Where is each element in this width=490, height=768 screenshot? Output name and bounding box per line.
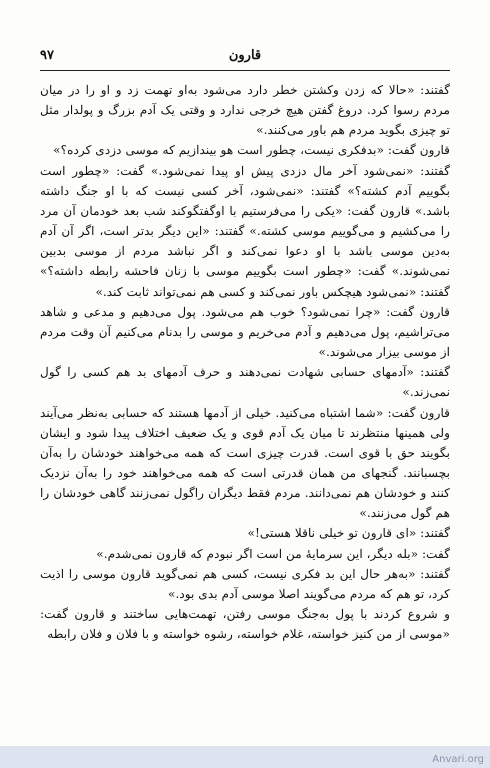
paragraph: و شروع کردند با پول به‌جنگ موسی رفتن، تهمت‌هایی ساختند و قارون گفت: «موسی از من کنیز خواسته، غلام خواسته، رشوه خواسته و با فلان و فلان رابطه bbox=[40, 607, 450, 642]
paragraph: قارون گفت: «چرا نمی‌شود؟ خوب هم می‌شود. پول می‌دهیم و مدعی و شاهد می‌تراشیم، پول می‌دهیم و آدم می‌خریم و موسی را بدنام می‌کنیم آن وقت مردم از موسی بیزار می‌شوند.» bbox=[40, 304, 450, 360]
paragraph: گفتند: «به‌هر حال این بد فکری نیست، کسی هم نمی‌گوید قارون موسی را اذیت کرد، تو هم که مردم می‌گویند اصلا موسی آدم بدی بود.» bbox=[40, 566, 450, 601]
paragraph: گفتند: «نمی‌شود آخر مال دزدی پیش او پیدا نمی‌شود.» گفت: «چطور است بگوییم آدم کشته؟» گفتند: «نمی‌شود، آخر کسی نیست که با او جنگ داشته باشد.» قارون گفت: «یکی را می‌فرستیم با اوگفتگوکند شب بعد خودمان آن مرد را می‌کشیم و می‌گوییم موسی کشته.» گفتند: «این دیگر بدتر است، اگر آن آدم به‌دین موسی باشد با او دعوا نمی‌کند و اگر نباشد مردم از موسی بدبین نمی‌شوند.» گفت: «چطور است بگوییم موسی با زنان فاحشه رابطه داشته؟» گفتند: «نمی‌شود هیچکس باور نمی‌کند و کسی هم نمی‌تواند ثابت کند.» bbox=[40, 163, 450, 299]
paragraph: قارون گفت: «بدفکری نیست، چطور است هو بیندازیم که موسی دزدی کرده؟» bbox=[53, 143, 450, 158]
body-text bbox=[40, 80, 450, 644]
running-head-title: قارون bbox=[228, 48, 262, 63]
site-watermark: Anvari.org bbox=[432, 754, 484, 765]
page-header bbox=[40, 48, 450, 66]
paragraph: گفت: «بله دیگر، این سرمایهٔ من است اگر نبودم که قارون نمی‌شدم.» bbox=[96, 546, 450, 561]
paragraph: قارون گفت: «شما اشتباه می‌کنید. خیلی از آدمها هستند که حسابی به‌نظر می‌آیند ولی همینها منتظرند تا میان یک آدم قوی و یک ضعیف اختلاف پیدا شود و ایشان بگویند حق با قوی است. قدرت چیزی است که همه می‌خواهند خودشان را به‌آن بچسبانند. گنجهای من همان قدرتی است که همه می‌خواهند خود را به‌آن نزدیک کنند و خودشان هم نمی‌دانند. مردم فقط دیگران راگول نمی‌زنند گاهی خودشان را هم گول می‌زنند.» bbox=[40, 405, 450, 521]
paragraph: گفتند: «آدمهای حسابی شهادت نمی‌دهند و حرف آدمهای بد هم کسی را گول نمی‌زند.» bbox=[40, 365, 450, 400]
header-rule bbox=[40, 70, 450, 71]
paragraph: گفتند: «ای قارون تو خیلی ناقلا هستی!» bbox=[247, 526, 450, 541]
paragraph: گفتند: «حالا که زدن وکشتن خطر دارد می‌شود به‌او تهمت زد و او را در میان مردم رسوا کرد. دروغ گفتن هیچ خرجی ندارد و وقتی یک آدم بزرگ و پولدار مثل تو چیزی بگوید مردم هم باور می‌کنند.» bbox=[40, 83, 450, 138]
page-number: ۹۷ bbox=[40, 48, 54, 63]
footer-bar bbox=[0, 746, 490, 768]
